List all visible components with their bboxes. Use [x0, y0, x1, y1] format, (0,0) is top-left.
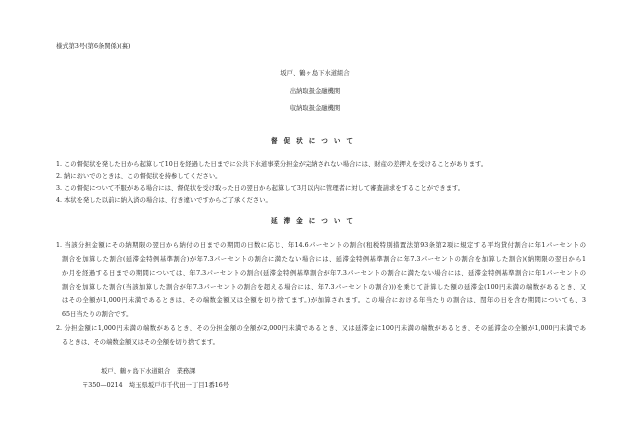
footer-address: 〒350—0214 埼玉県坂戸市千代田一丁目1番16号 — [82, 382, 230, 389]
reminder-item-2: 2. 納においでのときは、この督促状を持参してください。 — [56, 173, 222, 180]
late-fee-item-1-line: 65日当たりの割合です。 — [62, 311, 133, 318]
section-title-reminder: 督促状について — [270, 137, 360, 145]
reminder-item-3: 3. この督促について不服がある場合には、督促状を受け取った日の翌日から起算して3月以内に管理者に対して審査請求をすることができます。 — [56, 185, 465, 192]
late-fee-item-2-line: るときは、その端数金額又はその全額を切り捨てます。 — [62, 339, 219, 346]
late-fee-item-1-line: 割合を加算した割合(延滞金特例基準割合)が年7.3パーセントの割合に満たない場合には、延滞金特例基準割合に年7.3パーセントの割合を加算した割合)(納期限の翌日から1 — [62, 256, 586, 263]
late-fee-item-1-line: 割合を加算した割合(当該加算した割合が年7.3パーセントの割合を超える場合には、年7.3パーセントの割合)))を乗じて計算した額の延滞金(100円未満の端数があるとき、又 — [62, 284, 586, 291]
form-label: 様式第3号(第6条関係)(裏) — [56, 43, 131, 50]
footer-office: 坂戸、鶴ヶ島下水道組合 業務課 — [101, 368, 196, 375]
late-fee-item-1-line: か月を経過する日までの期間については、年7.3パーセントの割合(延滞金特例基準割合が年7.3パーセントの割合に満たない場合には、延滞金特例基準割合に年1パーセントの — [62, 270, 586, 277]
recipient-receiving-bank: 収納取扱金融機関 — [289, 105, 341, 112]
late-fee-item-1-line: 1. 当該分担金額にその納期限の翌日から納付の日までの期間の日数に応じ、年14.6パーセントの割合(租税特別措置法第93条第2項に規定する平均貸付割合に年1パーセントの — [56, 242, 586, 249]
reminder-item-1: 1. この督促状を発した日から起算して10日を経過した日までに公共下水道事業分担金が完納されない場合には、財産の差押えを受けることがあります。 — [56, 161, 488, 168]
late-fee-item-1-line: はその全額が1,000円未満であるときは、その端数金額又は全額を切り捨てます。)が加算されます。この場合における年当たりの割合は、閏年の日を含む期間についても、3 — [62, 297, 586, 304]
section-title-late-fee: 延滞金について — [270, 217, 360, 225]
recipient-disbursing-bank: 出納取扱金融機関 — [289, 88, 341, 95]
late-fee-item-2-line: 2. 分担金額に1,000円未満の端数があるとき、その分担金額の全額が2,000円未満であるとき、又は延滞金に100円未満の端数があるとき、その延滞金の全額が1,000円未満であ — [56, 325, 586, 332]
recipient-union: 坂戸、鶴ヶ島下水道組合 — [280, 70, 350, 77]
reminder-item-4: 4. 本状を発した以前に納入済の場合は、行き違いですからご了承ください。 — [56, 197, 272, 204]
